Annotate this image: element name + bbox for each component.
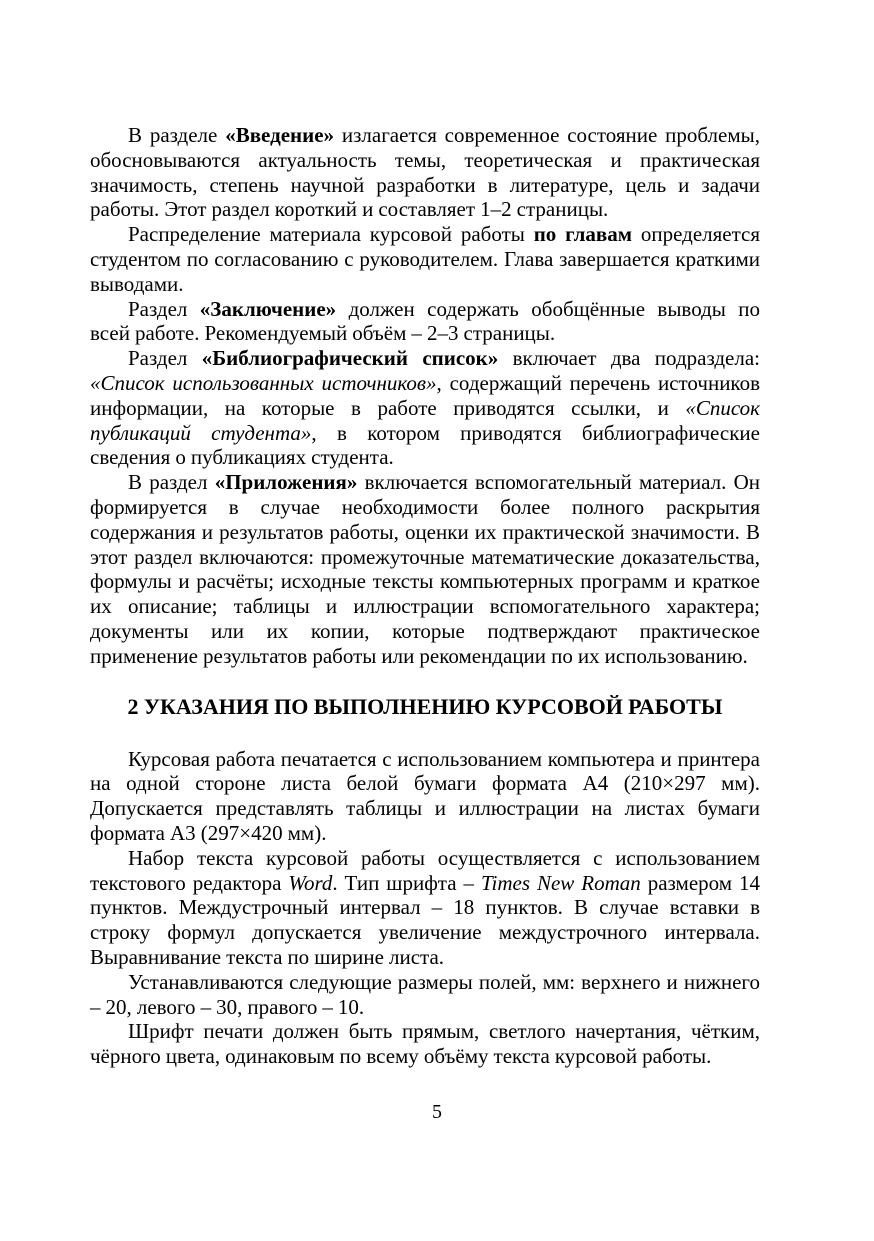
text-segment: Раздел: [128, 346, 202, 371]
text-segment: включает два подраздела:: [498, 346, 761, 371]
text-segment: размером 14 пунктов. Междустрочный интервал – 18 пунктов. В случае вставки в строку формул допускается увеличение междустрочного интервала. Выравнивание текста по ширине листа.: [90, 870, 760, 969]
italic-text: Times New Roman: [480, 870, 641, 895]
para-bibliograficheskiy-spisok: [90, 346, 760, 470]
text-segment: Устанавливаются следующие размеры полей, мм: верхнего и нижнего – 20, левого – 30, правого – 10.: [90, 969, 760, 1019]
para-vvedenie: [90, 123, 760, 222]
document-body: [90, 123, 760, 1069]
text-segment: включается вспомогательный материал. Он формируется в случае необходимости более полного раскрытия содержания и результатов работы, оценки их практической значимости. В этот раздел включаются: промежуточные математические доказательства, формулы и расчёты; исходные тексты компьютерных программ и краткое их описание; таблицы и иллюстрации вспомогательного характера; документы или их копии, которые подтверждают практическое применение результатов работы или рекомендации по их использованию.: [90, 470, 760, 668]
italic-text: Word: [288, 870, 333, 895]
text-segment: В разделе: [128, 123, 226, 147]
text-segment: должен содержать обобщённые выводы по всей работе. Рекомендуемый объём – 2–3 страницы.: [90, 296, 760, 346]
bold-text: по главам: [533, 222, 633, 247]
para-raspredelenie: [90, 222, 760, 296]
para-razmery-poley: [90, 970, 760, 1020]
para-nabor-teksta: [90, 846, 760, 970]
text-segment: . Тип шрифта –: [332, 870, 481, 895]
bold-text: «Заключение»: [199, 296, 337, 321]
para-pechat-formata: [90, 747, 760, 846]
text-segment: , содержащий перечень источников информации, на которые в работе приводятся ссылки, и: [90, 370, 760, 420]
text-segment: Распределение материала курсовой работы: [128, 222, 534, 247]
italic-text: «Список использованных источников»: [90, 370, 437, 395]
bold-text: «Введение»: [225, 123, 335, 147]
text-segment: определяется студентом по согласованию с руководителем. Глава завершается краткими выводами.: [90, 222, 761, 296]
para-prilozheniya: [90, 470, 760, 668]
para-shrift-pechati: [90, 1019, 760, 1069]
para-zaklyuchenie: [90, 297, 760, 347]
bold-text: «Приложения»: [214, 470, 358, 495]
text-segment: излагается современное состояние проблемы, обосновываются актуальность темы, теоретическая и практическая значимость, степень научной разработки в литературе, цель и задачи работы. Этот раздел короткий и составляет 1–2 страницы.: [90, 123, 760, 222]
text-segment: , в котором приводятся библиографические сведения о публикациях студента.: [90, 420, 760, 470]
text-segment: В раздел: [128, 470, 215, 495]
text-segment: Набор текста курсовой работы осуществляется с использованием текстового редактора: [90, 845, 760, 895]
text-segment: Курсовая работа печатается с использованием компьютера и принтера на одной стороне листа белой бумаги формата А4 (210×297 мм). Допускается представлять таблицы и иллюстрации на листах бумаги формата А3 (297×420 мм).: [90, 746, 760, 845]
bold-text: «Библиографический список»: [201, 346, 499, 371]
text-segment: Шрифт печати должен быть прямым, светлого начертания, чётким, чёрного цвета, одинаковым по всему объёму текста курсовой работы.: [90, 1019, 760, 1069]
italic-text: «Список публикаций студента»: [90, 395, 760, 445]
section-heading-ukazaniya: 2 УКАЗАНИЯ ПО ВЫПОЛНЕНИЮ КУРСОВОЙ РАБОТЫ: [127, 693, 723, 719]
page-number: 5: [432, 1101, 442, 1123]
text-segment: Раздел: [128, 296, 200, 321]
